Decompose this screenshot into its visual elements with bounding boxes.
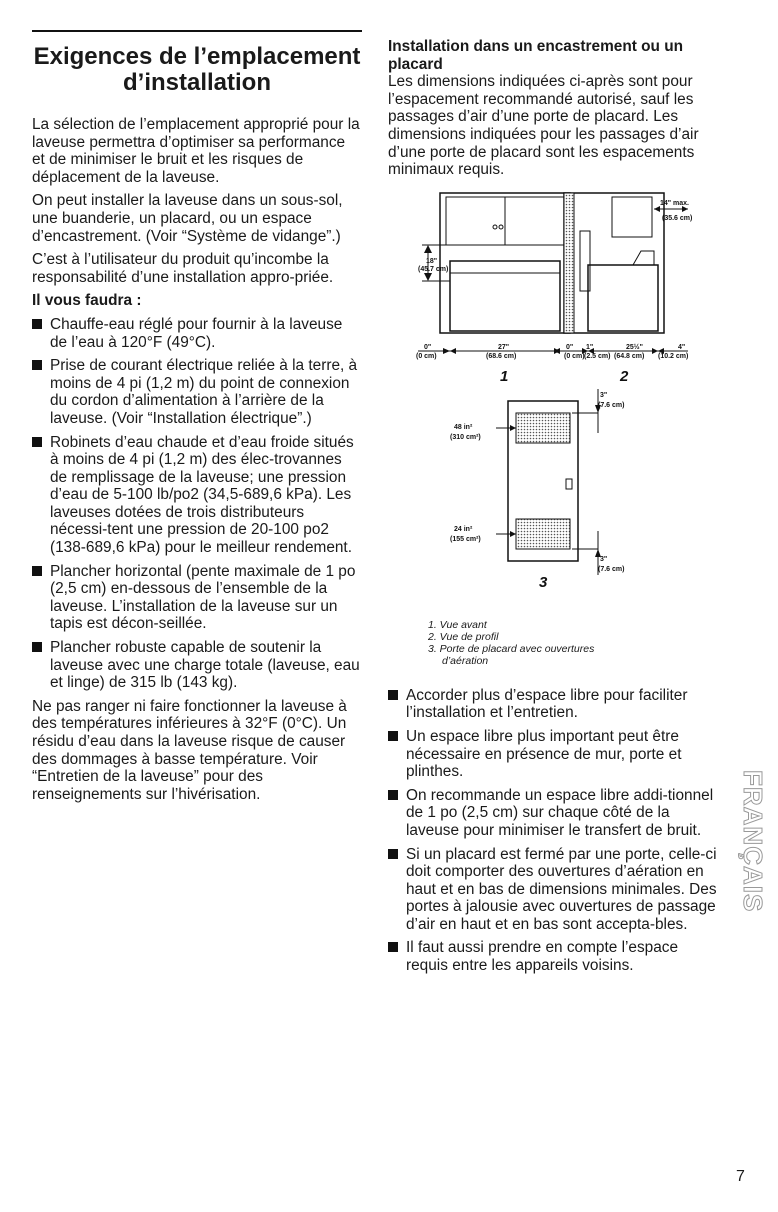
responsibility-paragraph: C’est à l’utilisateur du produit qu’incombe la responsabilité d’une installation appro-priée. xyxy=(32,251,334,286)
fig3-bottom-label: 3" xyxy=(600,555,608,563)
figure-captions xyxy=(428,619,718,667)
caption-3: 3. Porte de placard avec ouvertures xyxy=(428,642,595,655)
fig1-left-label: 0" xyxy=(424,343,432,351)
lower-vent xyxy=(516,519,570,549)
figure-number-1: 1 xyxy=(500,367,509,385)
side-view-diagram xyxy=(564,193,692,385)
fig2-depth-metric: (64.8 cm) xyxy=(614,352,645,360)
bullet-icon xyxy=(388,731,398,741)
fig1-width-metric: (68.6 cm) xyxy=(486,352,517,360)
bullet-icon xyxy=(32,360,42,370)
closet-door-diagram xyxy=(450,389,624,591)
fig1-right-metric: (0 cm) xyxy=(564,352,585,360)
fig1-height-metric: (45.7 cm) xyxy=(418,265,449,273)
washer-side xyxy=(588,265,658,331)
caption-1: 1. Vue avant xyxy=(428,618,487,631)
temperature-paragraph: Ne pas ranger ni faire fonctionner la laveuse à des températures inférieures à 32°F (0°C). Un résidu d’eau dans la laveuse risque de causer des dommages à basse température. Voir “Entretien de la laveuse” pour des renseignements sur l’hivérisation. xyxy=(32,697,347,803)
closet-outline xyxy=(564,193,664,333)
page-number: 7 xyxy=(736,1168,745,1185)
fig3-lower-area-label: 24 in² xyxy=(454,525,473,533)
list-item: Si un placard est fermé par une porte, celle-ci doit comporter des ouvertures d’aération en haut et en bas de dimensions minimales. Des portes à jalousie avec ouvertures de passage d’air en haut et en bas sont accepta-bles. xyxy=(388,846,718,934)
bullet-icon xyxy=(388,942,398,952)
fig3-upper-area-metric: (310 cm²) xyxy=(450,433,481,441)
washer-front xyxy=(450,261,560,331)
language-tab xyxy=(736,770,770,1070)
list-item: Plancher robuste capable de soutenir la laveuse avec une charge totale (laveuse, eau et linge) de 315 lb (143 kg). xyxy=(32,639,362,692)
upper-vent xyxy=(516,413,570,443)
fig1-height-label: 18" xyxy=(426,257,438,265)
intro-paragraph: La sélection de l’emplacement approprié pour la laveuse permettra d’optimiser sa performance et de minimiser le bruit et les risques de déplacement de la laveuse. xyxy=(32,116,360,186)
bullet-icon xyxy=(32,642,42,652)
fig2-top-label: 14" max. xyxy=(660,199,690,207)
fig1-left-metric: (0 cm) xyxy=(416,352,437,360)
needs-list xyxy=(32,316,362,692)
left-column xyxy=(32,30,362,809)
list-item: Plancher horizontal (pente maximale de 1 po (2,5 cm) en-dessous de l’ensemble de la laveuse. L’installation de la laveuse sur un tapis est décon-seillée. xyxy=(32,563,362,633)
list-item: Un espace libre plus important peut être nécessaire en présence de mur, porte et plinthes. xyxy=(388,728,718,781)
fig2-gap-metric: (2.5 cm) xyxy=(584,352,611,360)
figure-number-3: 3 xyxy=(539,573,548,591)
bullet-icon xyxy=(32,437,42,447)
fig2-gap-label: 1" xyxy=(586,343,594,351)
list-item: Chauffe-eau réglé pour fournir à la laveuse de l’eau à 120°F (49°C). xyxy=(32,316,362,351)
fig3-upper-area-label: 48 in² xyxy=(454,423,473,431)
fig1-right-label: 0" xyxy=(566,343,574,351)
fig2-back-metric: (10.2 cm) xyxy=(658,352,689,360)
bullet-icon xyxy=(388,790,398,800)
fig3-lower-area-metric: (155 cm²) xyxy=(450,535,481,543)
bullet-icon xyxy=(388,849,398,859)
list-item: On recommande un espace libre addi-tionnel de 1 po (2,5 cm) sur chaque côté de la laveuse pour minimiser le transfert de bruit. xyxy=(388,787,718,840)
page-title: Exigences de l’emplacement d’installation xyxy=(33,43,361,96)
door-knob xyxy=(566,479,572,489)
installation-diagrams xyxy=(388,191,718,611)
figure-number-2: 2 xyxy=(620,367,629,385)
wall-section xyxy=(564,193,574,333)
locations-paragraph: On peut installer la laveuse dans un sous-sol, une buanderie, un placard, ou un espace d’encastrement. (Voir “Système de vidange”.) xyxy=(32,192,343,245)
bullet-icon xyxy=(388,690,398,700)
title-rule xyxy=(32,30,362,32)
list-item: Robinets d’eau chaude et d’eau froide situés à moins de 4 pi (1,2 m) des élec-trovannes de remplissage de la laveuse; une pression d’eau de 5-100 lb/po2 (34,5-689,6 kPa). Les laveuses dotées de trois distributeurs nécessi-tent une pression de 20-100 po2 (138-689,6 kPa) pour le meilleur rendement. xyxy=(32,434,362,557)
needs-heading: Il vous faudra : xyxy=(32,292,142,310)
fig3-top-label: 3" xyxy=(600,391,608,399)
diagram-svg xyxy=(388,191,718,611)
bullet-icon xyxy=(32,566,42,576)
fig3-bottom-metric: (7.6 cm) xyxy=(598,565,625,573)
fig2-depth-label: 25½" xyxy=(626,343,643,351)
fig3-top-metric: (7.6 cm) xyxy=(598,401,625,409)
list-item: Accorder plus d’espace libre pour faciliter l’installation et l’entretien. xyxy=(388,687,718,722)
list-item: Il faut aussi prendre en compte l’espace requis entre les appareils voisins. xyxy=(388,939,718,974)
caption-3-continued: d’aération xyxy=(442,654,489,667)
clearance-list xyxy=(388,687,718,975)
section-intro: Les dimensions indiquées ci-après sont pour l’espacement recommandé autorisé, sauf les passages d’air d’une porte de placard. Les dimensions indiquées pour les passages d’air d’une porte de placard sont les espacements minimaux requis. xyxy=(388,73,699,179)
right-column xyxy=(388,38,718,981)
bullet-icon xyxy=(32,319,42,329)
list-item: Prise de courant électrique reliée à la terre, à moins de 4 pi (1,2 m) du point de connexion du cordon d’alimentation à l’arrière de la laveuse. (Voir “Installation électrique”.) xyxy=(32,357,362,427)
fig2-top-metric: (35.6 cm) xyxy=(662,214,693,222)
language-tab-svg xyxy=(736,770,770,1070)
fig1-width-label: 27" xyxy=(498,343,510,351)
caption-2: 2. Vue de profil xyxy=(428,630,499,643)
language-tab-text: FRANÇAIS xyxy=(738,770,768,913)
fig2-back-label: 4" xyxy=(678,343,686,351)
section-heading: Installation dans un encastrement ou un placard xyxy=(388,38,684,73)
